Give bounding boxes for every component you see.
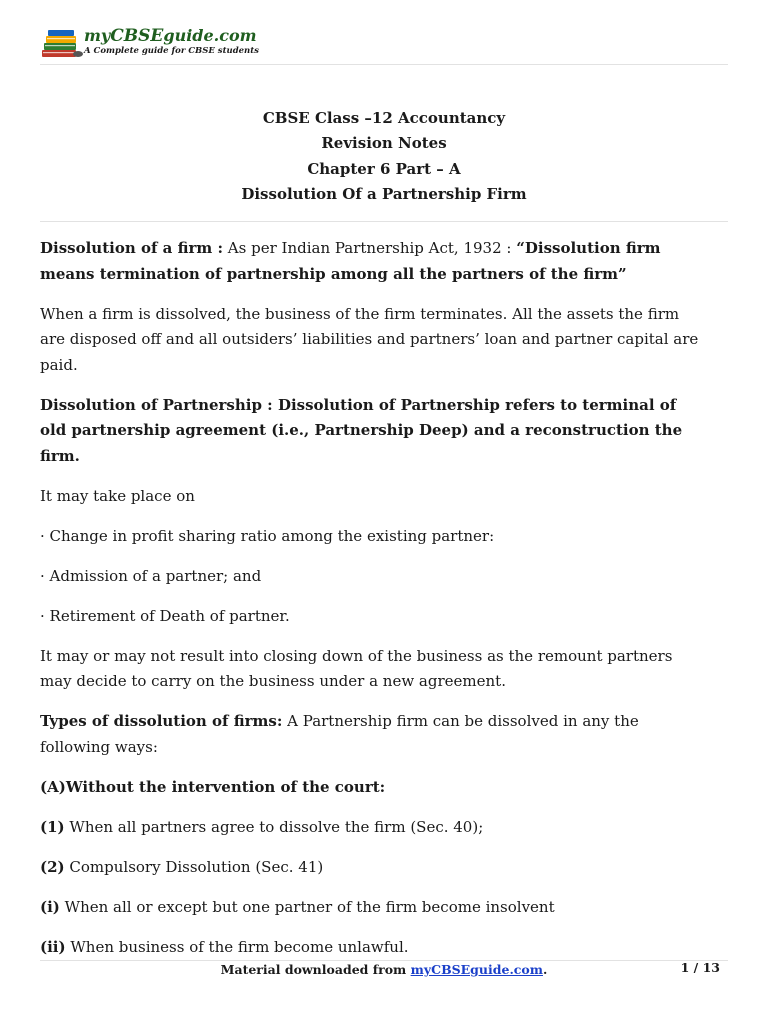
document-title-block <box>40 106 728 207</box>
document-body <box>40 236 700 975</box>
footer-link[interactable]: myCBSEguide.com <box>410 962 543 977</box>
paragraph-dissolved: When a firm is dissolved, the business of the firm terminates. All the assets the firm are disposed off and all outsiders’ liabilities and partners’ loan and partner capital are paid. <box>40 304 699 374</box>
title-divider <box>40 221 728 222</box>
paragraph-result: It may or may not result into closing down of the business as the remount partners may decide to carry on the business under a new agreement. <box>40 646 673 690</box>
list-item: (2) Compulsory Dissolution (Sec. 41) <box>40 857 324 876</box>
list-item: (i) When all or except but one partner of the firm become insolvent <box>40 897 555 916</box>
brand-name: myCBSEguide.com <box>84 26 257 46</box>
section-heading-a: (A)Without the intervention of the court: <box>40 777 386 796</box>
title-chapter: Chapter 6 Part – A <box>307 159 461 178</box>
paragraph-types: Types of dissolution of firms: A Partnership firm can be dissolved in any the following ways: <box>40 712 639 756</box>
brand-tagline: A Complete guide for CBSE students <box>84 46 259 56</box>
title-class: CBSE Class –12 Accountancy <box>262 109 506 127</box>
paragraph-take-place: It may take place on <box>40 486 195 505</box>
page-header <box>40 24 728 64</box>
list-item: (ii) When business of the firm become unlawful. <box>40 937 409 956</box>
footer-divider <box>40 960 728 961</box>
books-stack-icon <box>40 28 84 60</box>
page-footer: Material downloaded from myCBSEguide.com. <box>220 962 548 977</box>
paragraph-definition: Dissolution of a firm : As per Indian Partnership Act, 1932 : “Dissolution firm means termination of partnership among all the partners of the firm” <box>40 239 661 283</box>
page-number: 1 / 13 <box>680 960 720 975</box>
paragraph-dissolution-partnership: Dissolution of Partnership : Dissolution of Partnership refers to terminal of old partnership agreement (i.e., Partnership Deep) and a reconstruction the firm. <box>40 395 683 465</box>
bullet-item: · Change in profit sharing ratio among the existing partner: <box>40 526 495 545</box>
header-divider <box>40 64 728 65</box>
list-item: (1) When all partners agree to dissolve the firm (Sec. 40); <box>40 817 484 836</box>
bullet-item: · Admission of a partner; and <box>40 566 262 585</box>
title-revision: Revision Notes <box>321 134 447 153</box>
bullet-item: · Retirement of Death of partner. <box>40 606 290 625</box>
title-topic: Dissolution Of a Partnership Firm <box>241 184 527 203</box>
